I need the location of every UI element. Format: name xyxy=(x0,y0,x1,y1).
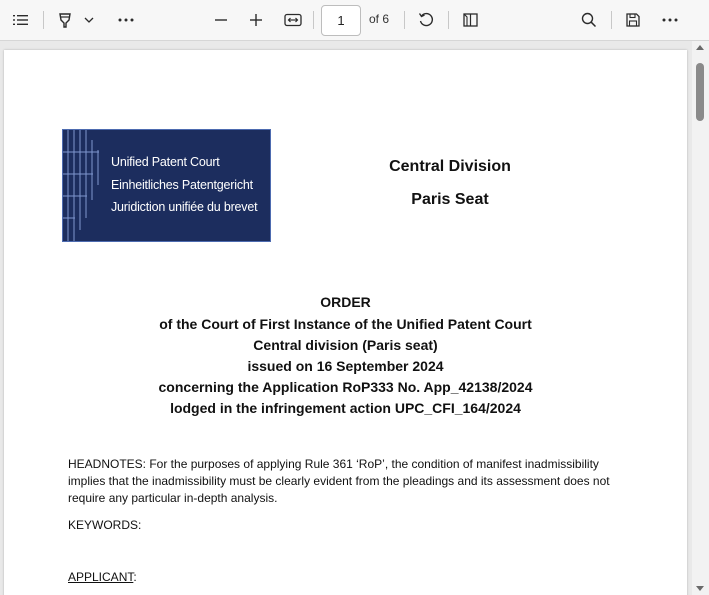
pdf-page xyxy=(4,50,687,595)
rotate-icon[interactable] xyxy=(413,8,439,32)
pdf-toolbar xyxy=(0,0,709,41)
save-icon[interactable] xyxy=(620,8,646,32)
page-number-input[interactable]: 1 xyxy=(321,5,361,36)
seat-heading: Paris Seat xyxy=(411,191,489,208)
order-action-line: lodged in the infringement action UPC_CFI_164/2024 xyxy=(170,400,521,416)
zoom-out-icon[interactable] xyxy=(209,8,233,32)
applicant-heading xyxy=(68,569,638,586)
toolbar-separator xyxy=(448,11,449,29)
keywords-label: KEYWORDS: xyxy=(68,518,142,532)
toolbar-separator xyxy=(611,11,612,29)
toolbar-separator xyxy=(404,11,405,29)
toolbar-separator xyxy=(43,11,44,29)
order-division-line: Central division (Paris seat) xyxy=(253,337,438,353)
upc-logo xyxy=(62,129,271,242)
toolbar-separator xyxy=(313,11,314,29)
headnotes-paragraph: HEADNOTES: For the purposes of applying Rule 361 ‘RoP’, the condition of manifest inadmissibility implies that the inadmissibility must be clearly evident from the pleadings and its assessment does not require any particular in-depth analysis. xyxy=(68,457,610,505)
document-viewer[interactable] xyxy=(0,41,692,595)
order-title: ORDER xyxy=(320,294,371,310)
applicant-label: APPLICANT xyxy=(68,570,134,584)
scroll-down-icon[interactable] xyxy=(696,586,704,591)
fit-to-width-icon[interactable] xyxy=(280,8,306,32)
zoom-in-icon[interactable] xyxy=(244,8,268,32)
more-tools-icon[interactable] xyxy=(114,8,138,32)
chevron-down-icon[interactable] xyxy=(80,8,98,32)
scrollbar-thumb[interactable] xyxy=(696,63,704,121)
logo-text-french: Juridiction unifiée du brevet xyxy=(111,200,258,214)
page-view-icon[interactable] xyxy=(458,8,484,32)
logo-text-german: Einheitliches Patentgericht xyxy=(111,178,253,192)
logo-text-english: Unified Patent Court xyxy=(111,155,220,169)
vertical-scrollbar[interactable] xyxy=(692,41,709,595)
scroll-up-icon[interactable] xyxy=(696,45,704,50)
highlight-icon[interactable] xyxy=(52,8,78,32)
applicant-colon: : xyxy=(133,570,137,584)
contents-icon[interactable] xyxy=(8,8,34,32)
page-count-label: of 6 xyxy=(369,12,390,26)
order-date-line: issued on 16 September 2024 xyxy=(247,358,444,374)
order-application-line: concerning the Application RoP333 No. App_42138/2024 xyxy=(158,379,533,395)
order-court-line: of the Court of First Instance of the Unified Patent Court xyxy=(159,316,532,332)
more-options-icon[interactable] xyxy=(657,8,683,32)
logo-grid-icon xyxy=(63,130,103,242)
search-icon[interactable] xyxy=(576,8,602,32)
division-heading: Central Division xyxy=(389,158,511,175)
